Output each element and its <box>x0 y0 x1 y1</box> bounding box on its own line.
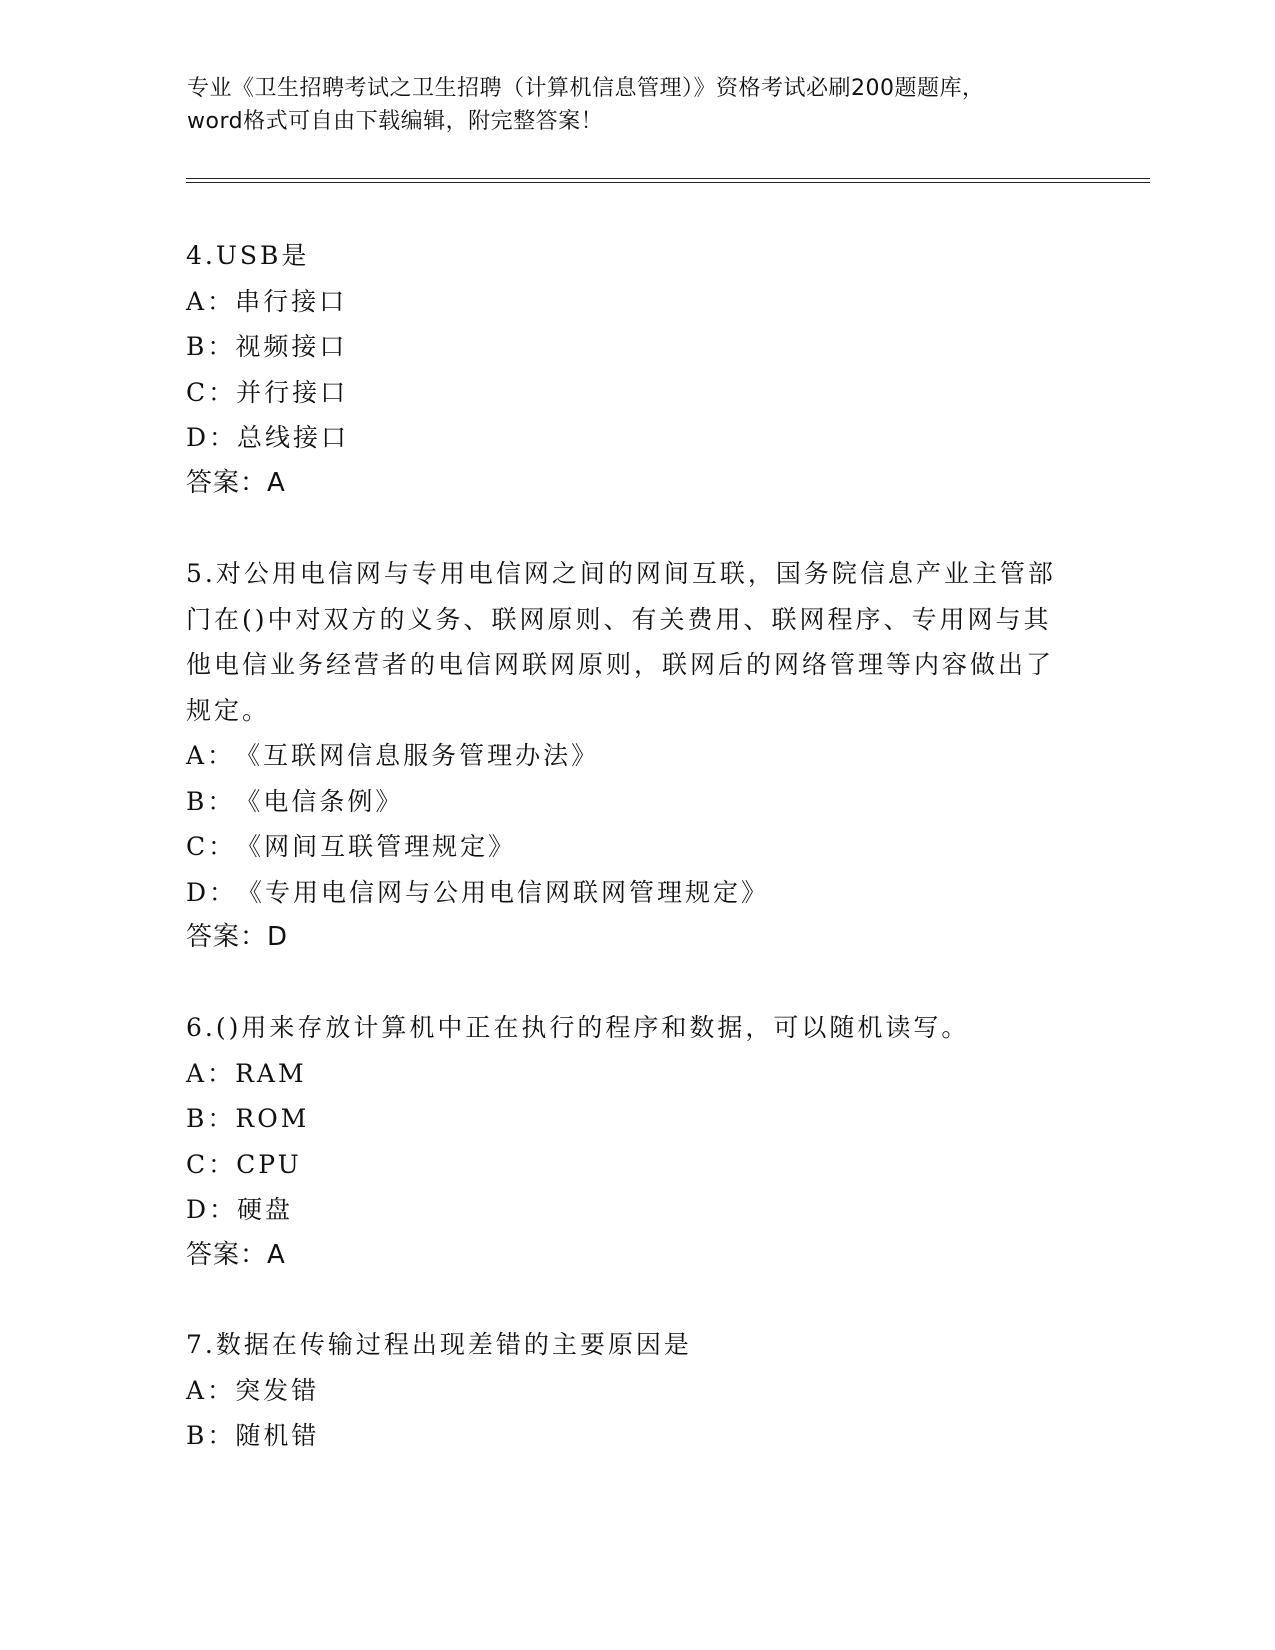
option-label: B： <box>186 786 236 816</box>
option-d <box>186 870 1066 916</box>
option-a <box>186 1051 1066 1097</box>
option-text: 《互联网信息服务管理办法》 <box>235 741 600 770</box>
option-text: 《网间互联管理规定》 <box>236 832 517 861</box>
question-stem: 7.数据在传输过程出现差错的主要原因是 <box>186 1330 692 1359</box>
option-a <box>186 1368 1066 1414</box>
option-text: CPU <box>236 1149 302 1179</box>
option-label: C： <box>186 377 237 407</box>
header-divider-top <box>186 178 1150 179</box>
option-d <box>186 415 1066 461</box>
option-b <box>186 779 1066 825</box>
option-text: 并行接口 <box>236 377 349 407</box>
option-text: 视频接口 <box>235 332 348 361</box>
option-text: 硬盘 <box>237 1195 294 1224</box>
option-label: B： <box>186 332 236 361</box>
option-a <box>186 279 1066 325</box>
option-label: A： <box>186 1058 236 1088</box>
option-c <box>186 370 1066 416</box>
option-text: 总线接口 <box>237 423 350 452</box>
option-label: B： <box>186 1104 236 1133</box>
option-c <box>186 1142 1066 1188</box>
option-label: C： <box>186 832 237 861</box>
option-label: D： <box>186 1195 238 1224</box>
option-d <box>186 1187 1066 1233</box>
option-b <box>186 1413 1066 1459</box>
question-4 <box>186 233 1066 506</box>
option-label: D： <box>186 877 238 907</box>
question-stem: 5.对公用电信网与专用电信网之间的网间互联，国务院信息产业主管部门在()中对双方的义务、联网原则、有关费用、联网程序、专用网与其他电信业务经营者的电信网联网原则，联网后的网络管理等内容做出了规定。 <box>186 559 1056 725</box>
option-label: B： <box>186 1421 236 1450</box>
option-text: 《专用电信网与公用电信网联网管理规定》 <box>237 877 770 907</box>
option-b <box>186 324 1066 370</box>
question-6 <box>186 1005 1066 1278</box>
question-5 <box>186 551 1066 961</box>
option-text: 串行接口 <box>235 286 348 316</box>
option-text: 随机错 <box>235 1421 320 1450</box>
question-7 <box>186 1322 1066 1459</box>
answer: 答案：D <box>186 922 289 952</box>
header-line-1: 专业《卫生招聘考试之卫生招聘（计算机信息管理）》资格考试必刷200题题库， <box>187 76 985 101</box>
document-header <box>187 72 1107 138</box>
header-divider-bottom <box>186 182 1150 183</box>
option-label: A： <box>186 1375 236 1405</box>
option-label: C： <box>186 1149 237 1179</box>
option-text: 《电信条例》 <box>235 786 404 816</box>
option-c <box>186 824 1066 870</box>
option-text: 突发错 <box>235 1375 320 1405</box>
option-label: A： <box>186 286 236 316</box>
option-text: RAM <box>235 1058 307 1088</box>
option-label: D： <box>186 423 238 452</box>
header-line-2: word格式可自由下载编辑，附完整答案！ <box>187 109 604 134</box>
answer: 答案：A <box>186 467 286 498</box>
option-label: A： <box>186 741 236 770</box>
option-text: ROM <box>235 1104 310 1133</box>
option-a <box>186 733 1066 779</box>
question-stem: 6.()用来存放计算机中正在执行的程序和数据，可以随机读写。 <box>186 1013 970 1042</box>
option-b <box>186 1096 1066 1142</box>
question-stem: 4.USB是 <box>186 241 310 270</box>
answer: 答案：A <box>186 1239 286 1270</box>
